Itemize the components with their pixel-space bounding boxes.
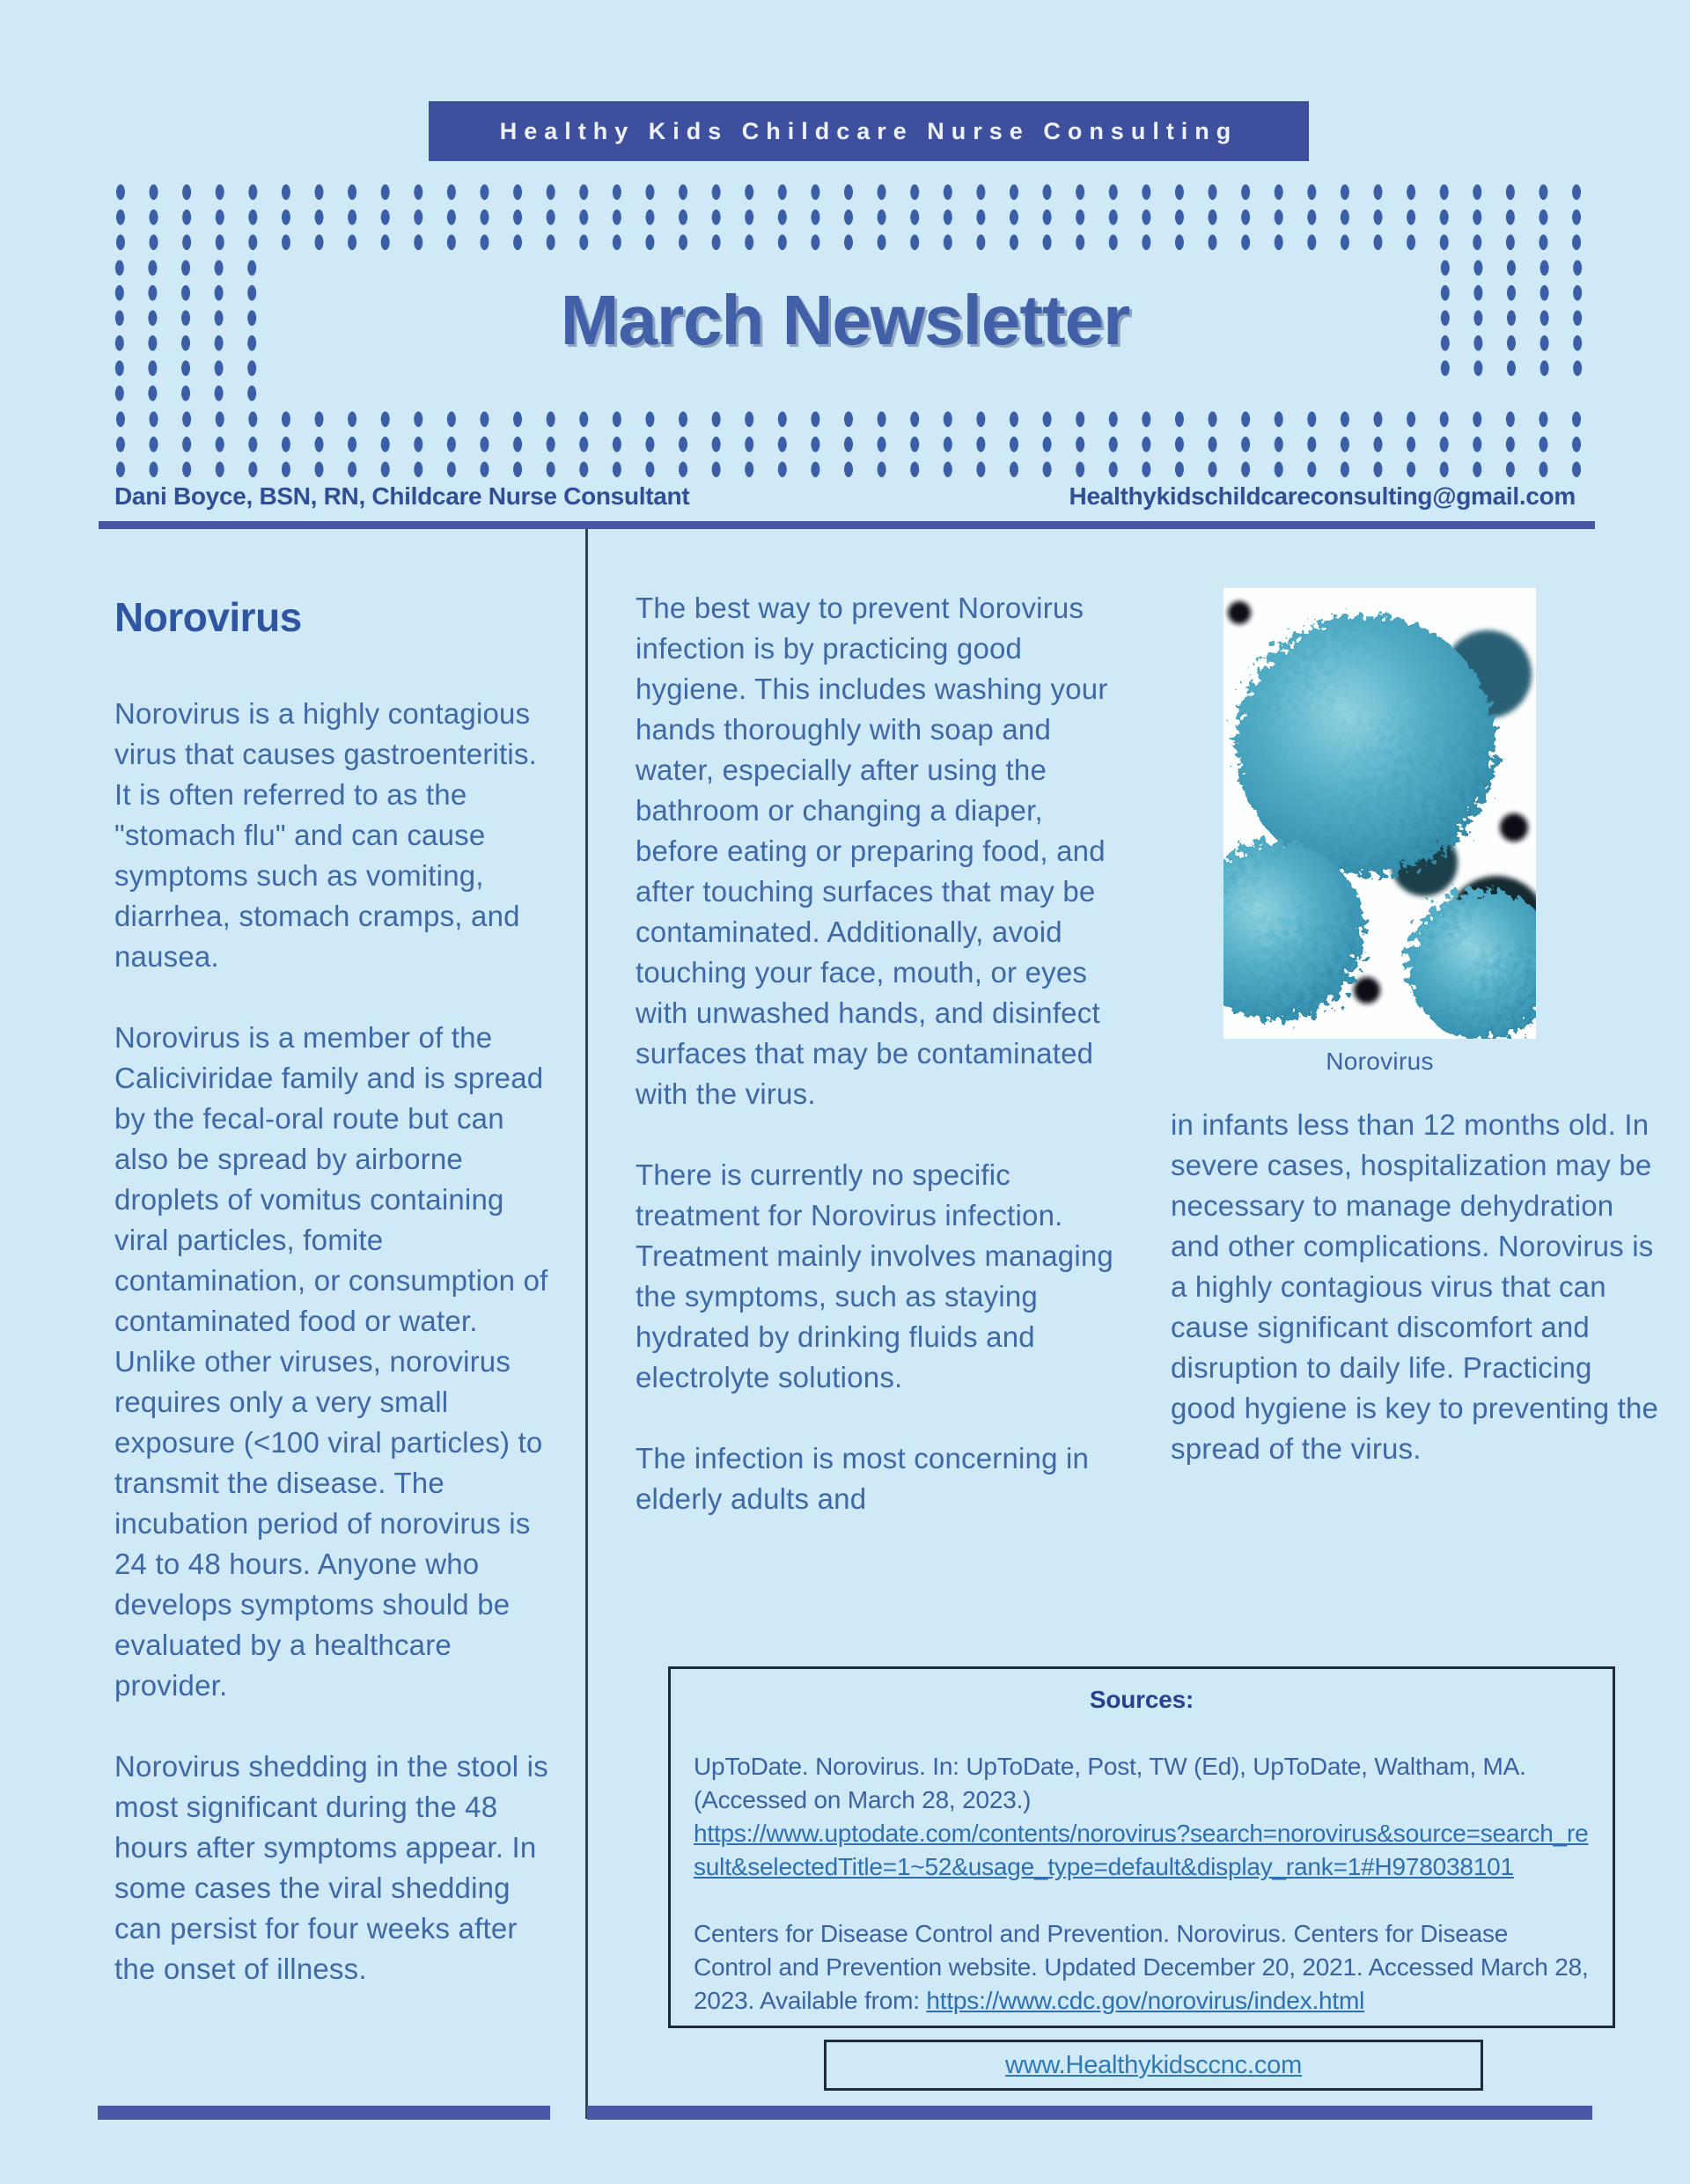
- paragraph: The infection is most concerning in elderly adults and: [636, 1442, 1090, 1515]
- bottom-bar-left: [98, 2106, 550, 2120]
- article-column-1: [114, 595, 559, 2030]
- byline-email: Healthykidschildcareconsulting@gmail.com: [1069, 482, 1576, 510]
- website-link[interactable]: www.Healthykidsccnc.com: [1004, 2050, 1303, 2079]
- norovirus-figure: [1223, 588, 1536, 1076]
- dot-pattern-bottom: [104, 407, 1593, 482]
- column-divider: [585, 529, 588, 2119]
- paragraph: in infants less than 12 months old. In severe cases, hospitalization may be necessary to manage dehydration and other complications. Norovirus is a highly contagious virus that can cause significant discomfort and disruption to daily life. Practicing good hygiene is key to preventing the spread of the virus.: [1171, 1108, 1659, 1465]
- page-title: March Newsletter: [560, 281, 1130, 359]
- paragraph: The best way to prevent Norovirus infection is by practicing good hygiene. This includes washing your hands thoroughly with soap and water, especially after using the bathroom or changing a diaper, before eating or preparing food, and after touching surfaces that may be contaminated. Additionally, avoid touching your face, mouth, or eyes with unwashed hands, and disinfect surfaces that may be contaminated with the virus.: [636, 592, 1108, 1110]
- source-citation: UpToDate. Norovirus. In: UpToDate, Post, TW (Ed), UpToDate, Waltham, MA. (Accessed on March 28, 2023.): [694, 1753, 1526, 1813]
- figure-caption: Norovirus: [1326, 1048, 1434, 1075]
- norovirus-illustration: [1223, 588, 1536, 1039]
- source-link-cdc[interactable]: https://www.cdc.gov/norovirus/index.html: [926, 1987, 1365, 2014]
- article-column-2: [636, 588, 1115, 1560]
- source-citation: Centers for Disease Control and Prevention. Norovirus. Centers for Disease Control and Prevention website. Updated December 20, 2021. Accessed March 28, 2023. Available from:: [694, 1920, 1589, 2014]
- paragraph: Norovirus is a member of the Caliciviridae family and is spread by the fecal-oral route but can also be spread by airborne droplets of vomitus containing viral particles, fomite contamination, or consumption of contaminated food or water. Unlike other viruses, norovirus requires only a very small exposure (<100 viral particles) to transmit the disease. The incubation period of norovirus is 24 to 48 hours. Anyone who develops symptoms should be evaluated by a healthcare provider.: [114, 1021, 548, 1702]
- website-box: [824, 2040, 1483, 2091]
- source-link-uptodate[interactable]: https://www.uptodate.com/contents/norovirus?search=norovirus&source=search_result&selectedTitle=1~52&usage_type=default&display_rank=1#H978038101: [694, 1820, 1589, 1880]
- org-banner: [429, 101, 1309, 161]
- sources-heading: Sources:: [1089, 1686, 1194, 1713]
- article-heading: Norovirus: [114, 594, 302, 640]
- header-rule: [99, 521, 1595, 529]
- org-banner-text: Healthy Kids Childcare Nurse Consulting: [499, 117, 1238, 144]
- source-entry: [694, 1917, 1590, 2018]
- article-column-3: [1171, 1105, 1664, 1510]
- sources-box: [668, 1666, 1615, 2028]
- paragraph: Norovirus shedding in the stool is most significant during the 48 hours after symptoms appear. In some cases the viral shedding can persist for four weeks after the onset of illness.: [114, 1750, 548, 1985]
- paragraph: Norovirus is a highly contagious virus that causes gastroenteritis. It is often referred to as the "stomach flu" and can cause symptoms such as vomiting, diarrhea, stomach cramps, and nausea.: [114, 697, 538, 973]
- bottom-bar-right: [587, 2106, 1592, 2120]
- article-column-3-body: [1171, 1105, 1664, 1469]
- paragraph: There is currently no specific treatment for Norovirus infection. Treatment mainly involves managing the symptoms, such as staying hydrated by drinking fluids and electrolyte solutions.: [636, 1158, 1113, 1393]
- source-entry: [694, 1750, 1590, 1884]
- byline-author: Dani Boyce, BSN, RN, Childcare Nurse Consultant: [114, 482, 690, 510]
- article-column-2-body: [636, 588, 1115, 1519]
- article-column-1-body: [114, 694, 559, 1989]
- dot-pattern-top: [104, 180, 1593, 255]
